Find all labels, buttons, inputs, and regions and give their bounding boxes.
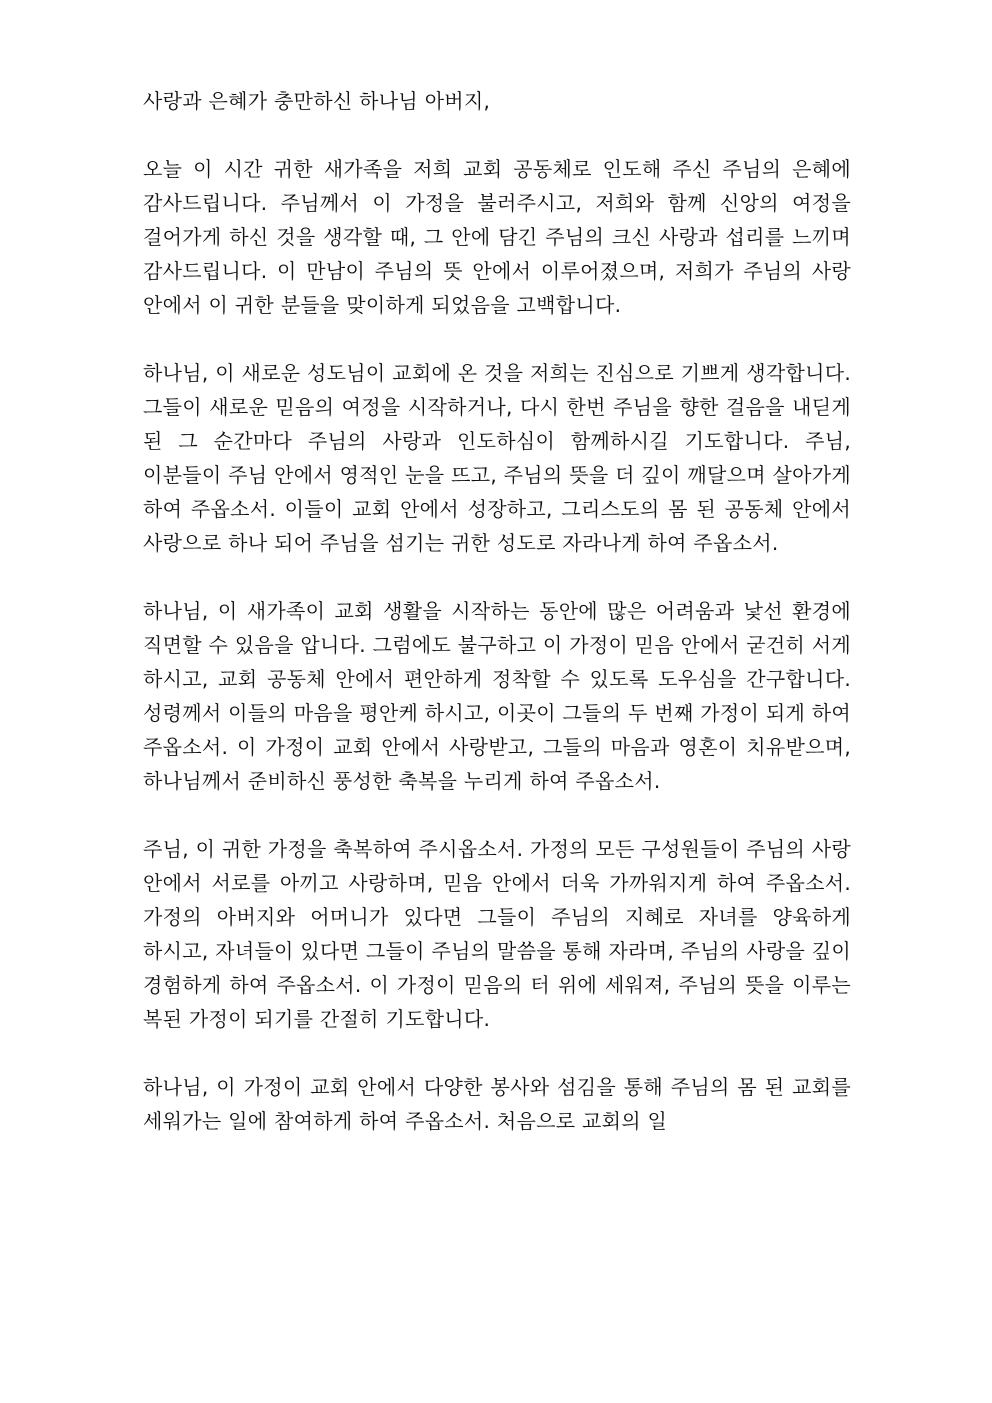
paragraph-2: 하나님, 이 새로운 성도님이 교회에 온 것을 저희는 진심으로 기쁘게 생각합니다. 그들이 새로운 믿음의 여정을 시작하거나, 다시 한번 주님을 향한 걸음을 내딛게 된 그 순간마다 주님의 사랑과 인도하심이 함께하시길 기도합니다. 주님, 이분들이 주님 안에서 영적인 눈을 뜨고, 주님의 뜻을 더 깊이 깨달으며 살아가게 하여 주옵소서. 이들이 교회 안에서 성장하고, 그리스도의 몸 된 공동체 안에서 사랑으로 하나 되어 주님을 섬기는 귀한 성도로 자라나게 하여 주옵소서. — [143, 361, 851, 555]
greeting-line: 사랑과 은혜가 충만하신 하나님 아버지, — [143, 89, 491, 113]
paragraph-4: 주님, 이 귀한 가정을 축복하여 주시옵소서. 가정의 모든 구성원들이 주님의 사랑 안에서 서로를 아끼고 사랑하며, 믿음 안에서 더욱 가까워지게 하여 주옵소서. 가정의 아버지와 어머니가 있다면 그들이 주님의 지혜로 자녀를 양육하게 하시고, 자녀들이 있다면 그들이 주님의 말씀을 통해 자라며, 주님의 사랑을 깊이 경험하게 하여 주옵소서. 이 가정이 믿음의 터 위에 세워져, 주님의 뜻을 이루는 복된 가정이 되기를 간절히 기도합니다. — [143, 837, 851, 1031]
paragraph-5: 하나님, 이 가정이 교회 안에서 다양한 봉사와 섬김을 통해 주님의 몸 된 교회를 세워가는 일에 참여하게 하여 주옵소서. 처음으로 교회의 일 — [143, 1075, 851, 1133]
document-page — [143, 84, 851, 1138]
paragraph-3: 하나님, 이 새가족이 교회 생활을 시작하는 동안에 많은 어려움과 낯선 환경에 직면할 수 있음을 압니다. 그럼에도 불구하고 이 가정이 믿음 안에서 굳건히 서게 하시고, 교회 공동체 안에서 편안하게 정착할 수 있도록 도우심을 간구합니다. 성령께서 이들의 마음을 평안케 하시고, 이곳이 그들의 두 번째 가정이 되게 하여 주옵소서. 이 가정이 교회 안에서 사랑받고, 그들의 마음과 영혼이 치유받으며, 하나님께서 준비하신 풍성한 축복을 누리게 하여 주옵소서. — [143, 599, 851, 793]
paragraph-1: 오늘 이 시간 귀한 새가족을 저희 교회 공동체로 인도해 주신 주님의 은혜에 감사드립니다. 주님께서 이 가정을 불러주시고, 저희와 함께 신앙의 여정을 걸어가게 하신 것을 생각할 때, 그 안에 담긴 주님의 크신 사랑과 섭리를 느끼며 감사드립니다. 이 만남이 주님의 뜻 안에서 이루어졌으며, 저희가 주님의 사랑 안에서 이 귀한 분들을 맞이하게 되었음을 고백합니다. — [143, 157, 851, 317]
